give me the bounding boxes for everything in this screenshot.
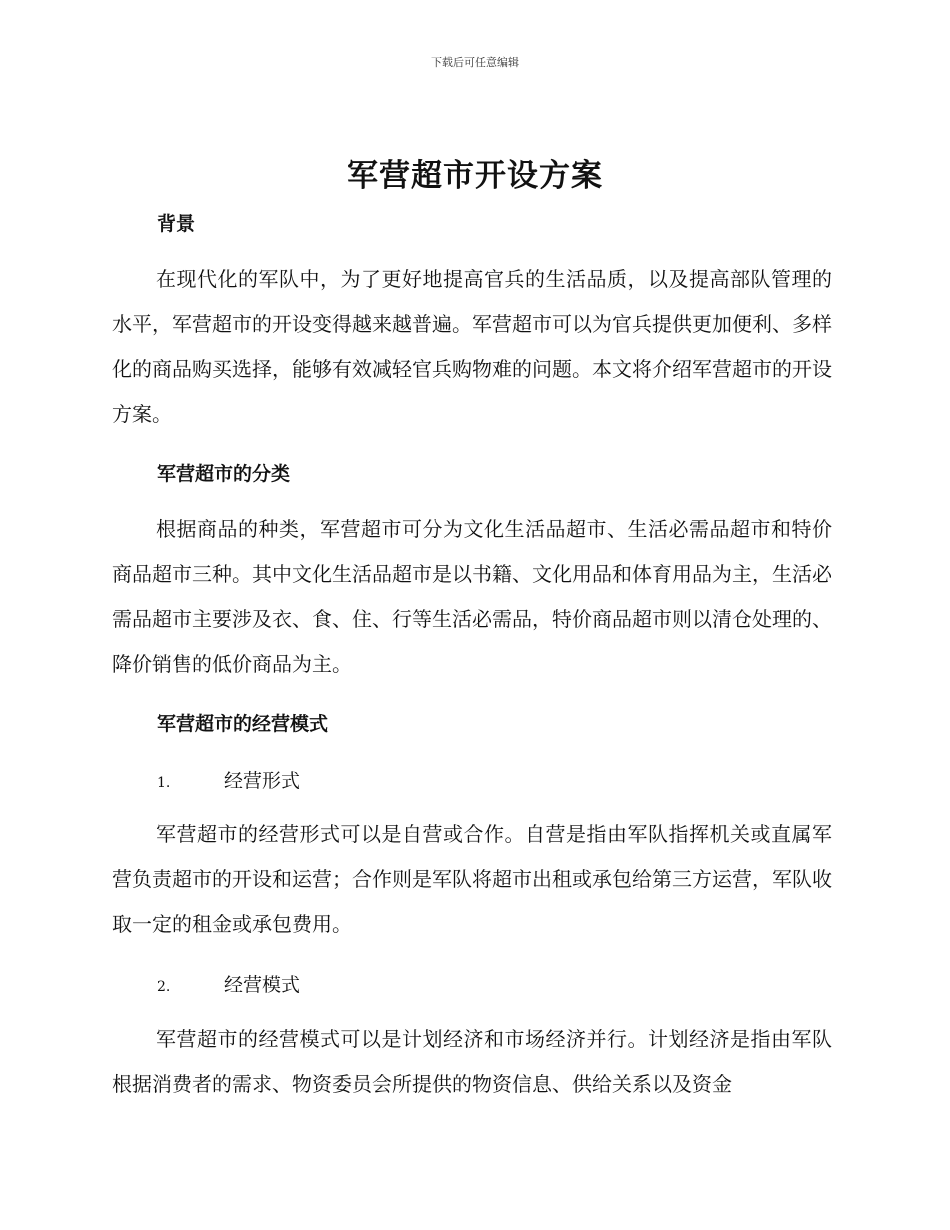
section-heading-background: 背景 [157, 213, 196, 235]
section-heading-categories: 军营超市的分类 [157, 463, 291, 485]
section-heading-business-model: 军营超市的经营模式 [157, 713, 329, 735]
paragraph-background: 在现代化的军队中，为了更好地提高官兵的生活品质，以及提高部队管理的水平，军营超市的开设变得越来越普遍。军营超市可以为官兵提供更加便利、多样化的商品购买选择，能够有效减轻官兵购物难的问题。本文将介绍军营超市的开设方案。 [112, 267, 832, 426]
page-header-note: 下载后可任意编辑 [431, 56, 519, 69]
paragraph-business-mode: 军营超市的经营模式可以是计划经济和市场经济并行。计划经济是指由军队根据消费者的需求、物资委员会所提供的物资信息、供给关系以及资金 [112, 1027, 832, 1096]
list-number: 1. [157, 775, 171, 791]
paragraph-categories: 根据商品的种类，军营超市可分为文化生活品超市、生活必需品超市和特价商品超市三种。其中文化生活品超市是以书籍、文化用品和体育用品为主，生活必需品超市主要涉及衣、食、住、行等生活必需品，特价商品超市则以清仓处理的、降价销售的低价商品为主。 [112, 517, 832, 676]
list-item-2 [157, 970, 300, 997]
list-label: 经营形式 [224, 770, 301, 792]
paragraph-business-form: 军营超市的经营形式可以是自营或合作。自营是指由军队指挥机关或直属军营负责超市的开设和运营；合作则是军队将超市出租或承包给第三方运营，军队收取一定的租金或承包费用。 [112, 822, 832, 936]
list-label: 经营模式 [224, 974, 301, 996]
document-title: 军营超市开设方案 [347, 158, 603, 194]
list-number: 2. [157, 979, 171, 995]
list-item-1 [157, 766, 300, 793]
